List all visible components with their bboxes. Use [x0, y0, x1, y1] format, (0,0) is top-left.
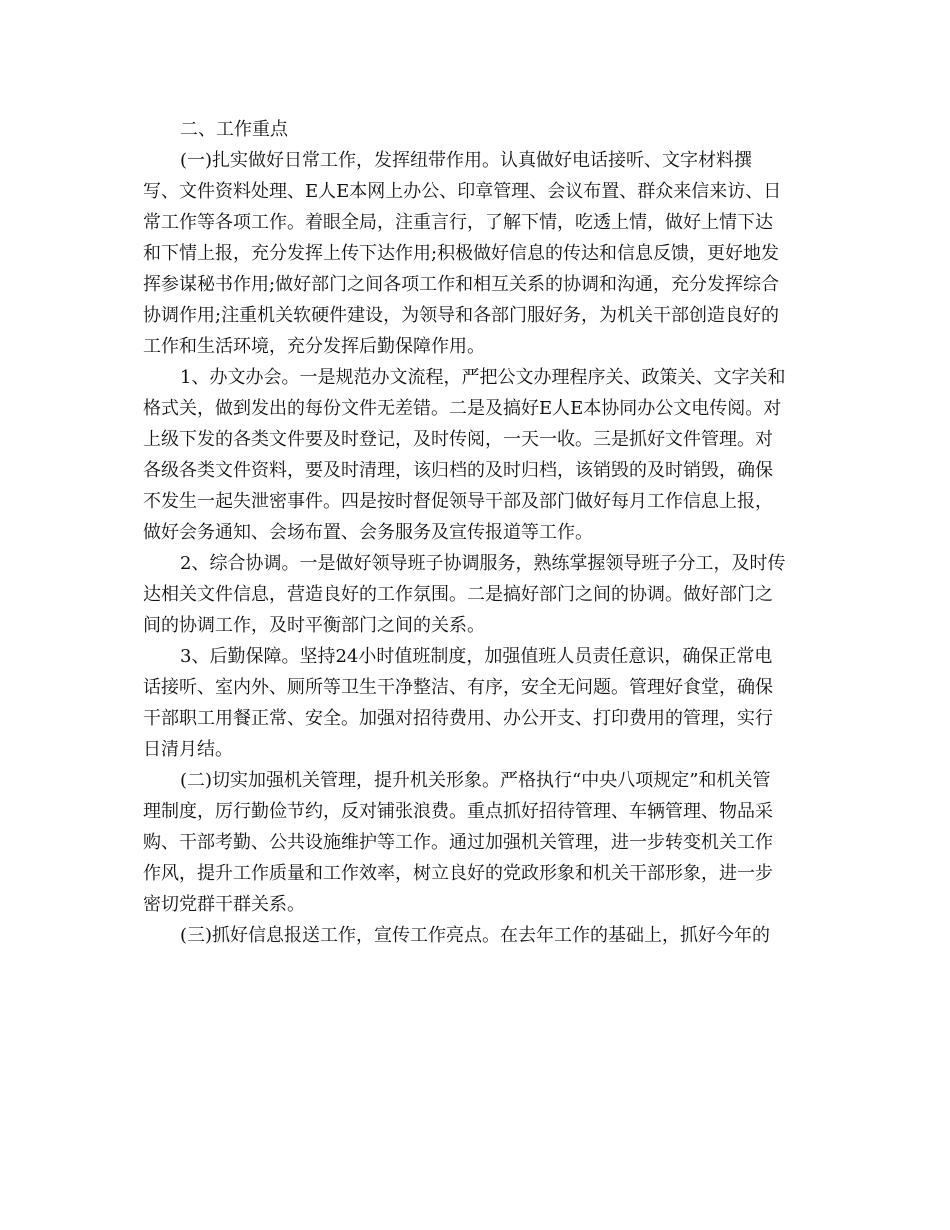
paragraph-logistics	[143, 641, 803, 765]
paragraph-line: 做好会务通知、会场布置、会务服务及宣传报道等工作。	[143, 522, 593, 543]
paragraph-line: 日清月结。	[143, 739, 233, 760]
paragraph-line: 干部职工用餐正常、安全。加强对招待费用、办公开支、打印费用的管理，实行	[143, 708, 773, 729]
paragraph-line: 1、办文办会。一是规范办文流程，严把公文办理程序关、政策关、文字关和	[180, 367, 786, 388]
paragraph-line: 3、后勤保障。坚持24小时值班制度，加强值班人员责任意识，确保正常电	[180, 646, 773, 667]
paragraph-line: 理制度，厉行勤俭节约，反对铺张浪费。重点抓好招待管理、车辆管理、物品采	[143, 801, 773, 822]
paragraph-management	[143, 765, 803, 920]
paragraph-line: 和下情上报，充分发挥上传下达作用;积极做好信息的传达和信息反馈，更好地发	[143, 243, 780, 264]
paragraph-line: (一)扎实做好日常工作，发挥纽带作用。认真做好电话接听、文字材料撰	[180, 150, 753, 171]
paragraph-line: 2、综合协调。一是做好领导班子协调服务，熟练掌握领导班子分工，及时传	[180, 553, 786, 574]
paragraph-line: 话接听、室内外、厕所等卫生干净整洁、有序，安全无问题。管理好食堂，确保	[143, 677, 773, 698]
section-heading: 二、工作重点	[180, 119, 288, 140]
paragraph-line: 不发生一起失泄密事件。四是按时督促领导干部及部门做好每月工作信息上报，	[143, 491, 773, 512]
paragraph-line: (二)切实加强机关管理，提升机关形象。严格执行“中央八项规定”和机关管	[180, 770, 771, 791]
paragraph-line: 上级下发的各类文件要及时登记，及时传阅，一天一收。三是抓好文件管理。对	[143, 429, 773, 450]
paragraph-daily-work	[143, 145, 803, 362]
paragraph-line: 工作和生活环境，充分发挥后勤保障作用。	[143, 336, 485, 357]
paragraph-document-handling	[143, 362, 803, 548]
paragraph-line: 密切党群干群关系。	[143, 894, 305, 915]
document-body	[143, 114, 803, 951]
paragraph-line: 写、文件资料处理、E人E本网上办公、印章管理、会议布置、群众来信来访、日	[143, 181, 782, 202]
paragraph-information	[143, 920, 803, 951]
paragraph-line: 常工作等各项工作。着眼全局，注重言行，了解下情，吃透上情，做好上情下达	[143, 212, 773, 233]
paragraph-line: (三)抓好信息报送工作，宣传工作亮点。在去年工作的基础上，抓好今年的	[180, 925, 771, 946]
paragraph-line: 挥参谋秘书作用;做好部门之间各项工作和相互关系的协调和沟通，充分发挥综合	[143, 274, 780, 295]
paragraph-coordination	[143, 548, 803, 641]
paragraph-line: 购、干部考勤、公共设施维护等工作。通过加强机关管理，进一步转变机关工作	[143, 832, 773, 853]
paragraph-line: 协调作用;注重机关软硬件建设，为领导和各部门服好务，为机关干部创造良好的	[143, 305, 780, 326]
paragraph-line: 格式关，做到发出的每份文件无差错。二是及搞好E人E本协同办公文电传阅。对	[143, 398, 782, 419]
paragraph-line: 各级各类文件资料，要及时清理，该归档的及时归档，该销毁的及时销毁，确保	[143, 460, 773, 481]
paragraph-line: 达相关文件信息，营造良好的工作氛围。二是搞好部门之间的协调。做好部门之	[143, 584, 773, 605]
paragraph-line: 间的协调工作，及时平衡部门之间的关系。	[143, 615, 485, 636]
paragraph-line: 作风，提升工作质量和工作效率，树立良好的党政形象和机关干部形象，进一步	[143, 863, 773, 884]
